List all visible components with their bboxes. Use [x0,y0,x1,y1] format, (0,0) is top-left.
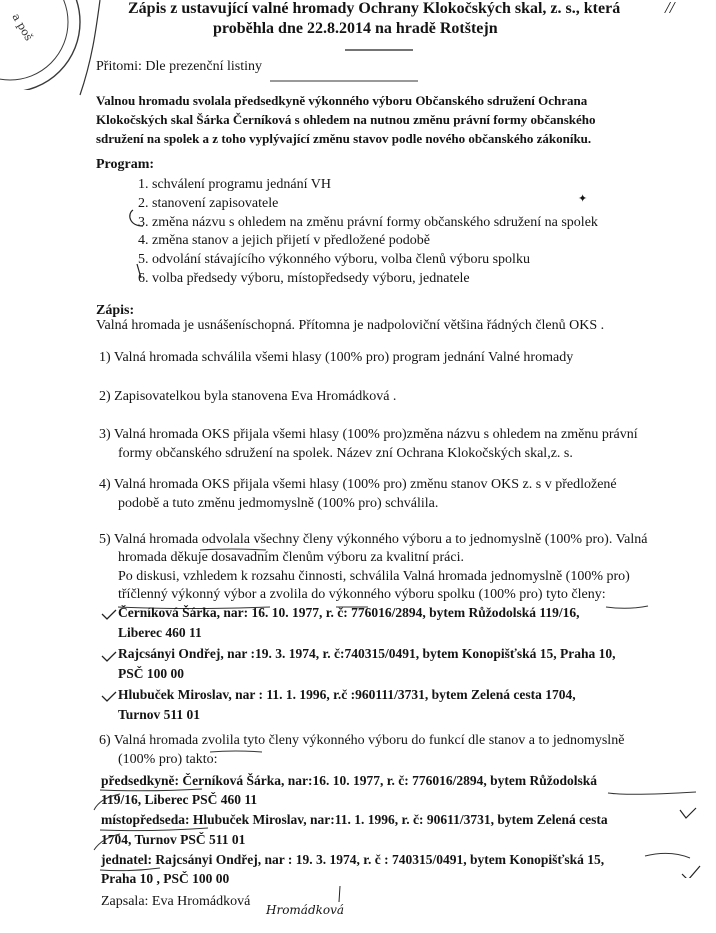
function-2-line-1: místopředseda: Hlubuček Miroslav, nar:11. 1. 1996, r. č: 90611/3731, bytem Zelená cesta [101,812,608,827]
check-marks [100,608,120,708]
item-2: 2) Zapisovatelkou byla stanovena Eva Hromádková . [99,389,397,404]
underline-odvolala [200,548,270,552]
function-1-line-1: předsedkyně: Černíková Šárka, nar:16. 10. 1977, r. č: 776016/2894, bytem Růžodolská [101,773,598,788]
item-5-line-2: hromada děkuje dosavadním členům výboru za kvalitní práci. [118,550,465,565]
intro-line-2: Klokočských skal Šárka Černíková s ohledem na nutnou změnu právní formy občanského [96,112,596,127]
member-1-line-2: Liberec 460 11 [118,625,202,640]
function-annotations [90,788,710,878]
item-5-line-1: 5) Valná hromada odvolala všechny členy výkonného výboru a to jednomyslně (100% pro). Valná [99,532,648,547]
stamp-text: a poš [9,11,36,44]
zapis-heading: Zápis: [96,303,135,318]
handwritten-marks [125,204,165,284]
program-item: 5. odvolání stávajícího výkonného výboru, volba členů výboru spolku [138,252,530,268]
function-2-line-2: 1704, Turnov PSČ 511 01 [101,832,246,847]
program-item: 6. volba předsedy výboru, místopředsedy výboru, jednatele [138,270,470,286]
title-underline [345,48,415,52]
function-3-line-1: jednatel: Rajcsányi Ondřej, nar : 19. 3. 1974, r. č : 740315/0491, bytem Konopišťská 15, [101,852,605,867]
function-1-line-2: 119/16, Liberec PSČ 460 11 [101,792,258,807]
signature-stroke [336,886,346,904]
item-6-line-2: (100% pro) takto: [118,752,218,767]
intro-line-1: Valnou hromadu svolala předsedkyně výkonného výboru Občanského sdružení Ochrana [96,93,588,108]
program-item: 1. schválení programu jednání VH [138,177,331,192]
program-item: 4. změna stanov a jejich přijetí v předložené podobě [138,233,430,249]
signature: Hromádková [266,903,345,917]
function-3-line-2: Praha 10 , PSČ 100 00 [101,871,230,886]
attendance-line: Přitomi: Dle prezenční listiny [96,59,263,74]
recorded-by: Zapsala: Eva Hromádková [101,894,251,909]
margin-note: // [665,0,675,17]
member-2-line-1: Rajcsányi Ondřej, nar :19. 3. 1974, r. č:740315/0491, bytem Konopišťská 15, Praha 10, [118,646,616,661]
intro-line-3: sdružení na spolek a z toho vyplývající změnu stavov podle nového občanského zákoníku. [96,131,592,146]
item-5-line-4: tříčlenný výkonný výbor a zvolila do výkonného výboru spolku (100% pro) tyto členy: [118,587,606,602]
program-list [138,176,598,289]
title-line-2: proběhla dne 22.8.2014 na hradě Rotštejn [213,20,498,37]
attendance-underline [270,79,420,83]
member-2-line-2: PSČ 100 00 [118,666,185,681]
item-5-line-3: Po diskusi, vzhledem k rozsahu činnosti, schválila Valná hromada jednomyslně (100% pro) [118,569,630,584]
member-3-line-1: Hlubuček Miroslav, nar : 11. 1. 1996, r.č :960111/3731, bytem Zelená cesta 1704, [118,687,576,702]
underline-zvolila [210,750,270,754]
ink-mark: ✦ [578,193,588,205]
member-3-line-2: Turnov 511 01 [118,707,201,722]
program-heading: Program: [96,157,155,172]
program-item: 2. stanovení zapisovatele [138,195,279,211]
program-item: 3. změna názvu s ohledem na změnu právní formy občanského sdružení na spolek [138,214,598,230]
item-6-line-1: 6) Valná hromada zvolila tyto členy výkonného výboru do funkcí dle stanov a to jednomyslně [99,733,625,748]
member-1-line-1: Černíková Šárka, nar: 16. 10. 1977, r. č: 776016/2894, bytem Růžodolská 119/16, [118,605,580,620]
title-line-1: Zápis z ustavující valné hromady Ochrany Klokočských skal, z. s., která [128,0,621,17]
zapis-line: Valná hromada je usnášeníschopná. Přítomna je nadpoloviční většina řádných členů OKS . [96,318,605,333]
item-3-line-1: 3) Valná hromada OKS přijala všemi hlasy (100% pro)změna názvu s ohledem na změnu právní [99,427,638,442]
item-1: 1) Valná hromada schválila všemi hlasy (100% pro) program jednání Valné hromady [99,350,574,365]
item-4-line-2: podobě a tuto změnu jedmomyslně (100% pro) schválila. [118,496,439,511]
item-3-line-2: formy občanského sdružení na spolek. Název zní Ochrana Klokočských skal,z. s. [118,446,573,461]
item-4-line-1: 4) Valná hromada OKS přijala všemi hlasy (100% pro) změnu stanov OKS z. s v předložené [99,477,617,492]
